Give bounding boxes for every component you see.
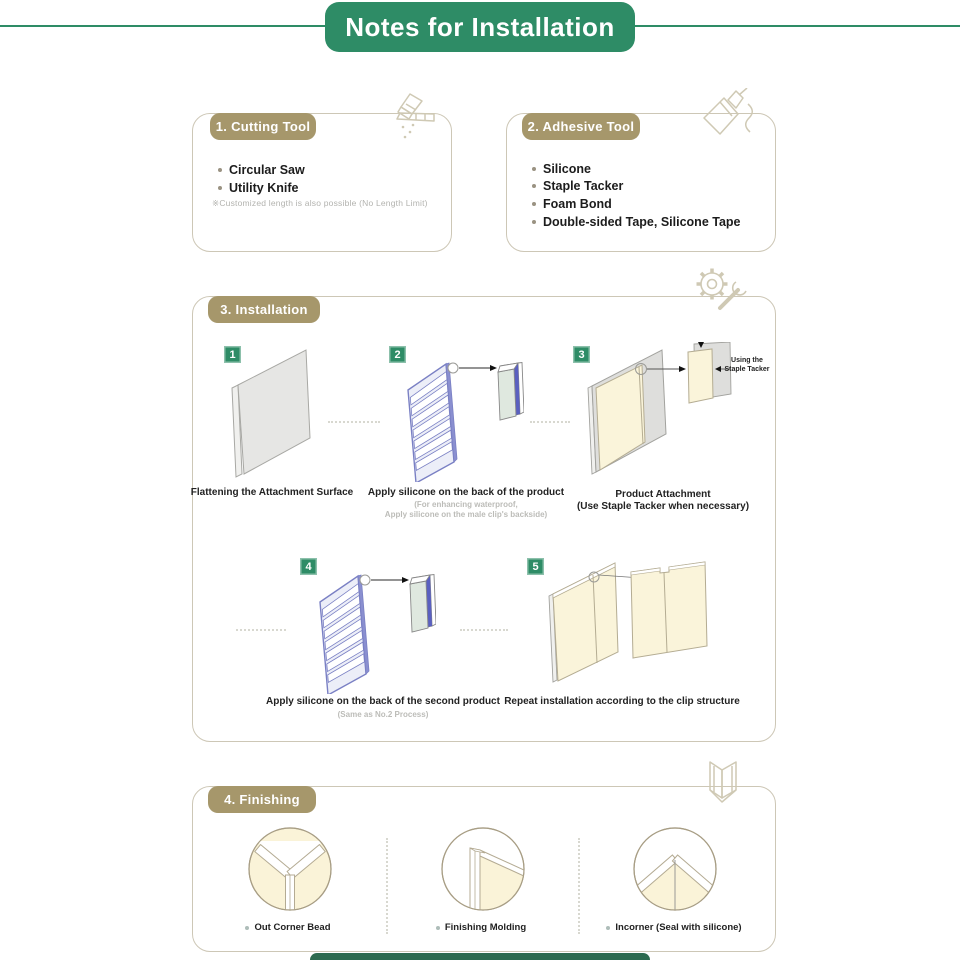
step-1-badge: 1	[224, 346, 241, 363]
step-4-subcaption: (Same as No.2 Process)	[337, 710, 429, 719]
adhesive-item-3	[532, 214, 741, 230]
step-1-panel-illustration	[230, 344, 315, 479]
adhesive-item-0-text: Silicone	[543, 162, 591, 176]
finishing-caption-1	[401, 922, 561, 933]
utility-knife-icon	[376, 92, 440, 144]
cutting-tool-label	[210, 113, 316, 140]
cutting-item-1-text: Utility Knife	[229, 181, 299, 195]
step-3-annotation-line2: Staple Tacker	[724, 365, 770, 373]
installation-label-text: 3. Installation	[220, 302, 308, 317]
incorner-illustration	[632, 826, 718, 912]
finishing-caption-1-text: Finishing Molding	[444, 922, 527, 933]
step-3-caption-line1: Product Attachment	[615, 489, 711, 500]
step-separator	[236, 629, 286, 631]
bullet-dot	[436, 926, 440, 930]
finishing-label	[208, 786, 316, 813]
step-4-silicone-illustration	[308, 562, 436, 694]
bullet-dot	[532, 220, 536, 224]
finishing-separator	[386, 838, 388, 934]
corner-molding-icon	[700, 758, 756, 810]
gear-wrench-icon	[690, 262, 754, 320]
step-4-badge: 4	[300, 558, 317, 575]
bullet-dot	[532, 202, 536, 206]
cutting-note: ※Customized length is also possible (No Length Limit)	[212, 198, 428, 208]
bullet-dot	[245, 926, 249, 930]
step-separator	[530, 421, 570, 423]
step-5-clip-illustration	[545, 558, 713, 693]
step-separator	[460, 629, 508, 631]
finishing-caption-2	[584, 922, 764, 933]
adhesive-item-1	[532, 178, 623, 194]
adhesive-item-0	[532, 161, 591, 177]
finishing-molding-illustration	[440, 826, 526, 912]
step-2-silicone-illustration	[396, 350, 524, 482]
adhesive-item-2	[532, 196, 612, 212]
adhesive-item-3-text: Double-sided Tape, Silicone Tape	[543, 215, 741, 229]
step-2-subcaption-2: Apply silicone on the male clip's backside)	[384, 510, 548, 519]
step-3-caption-line2: (Use Staple Tacker when necessary)	[576, 500, 750, 512]
step-1-caption: Flattening the Attachment Surface	[190, 487, 354, 498]
next-section-banner-edge	[310, 953, 650, 960]
installation-label	[208, 296, 320, 323]
step-4-caption: Apply silicone on the back of the second product	[266, 696, 500, 707]
adhesive-tool-label-text: 2. Adhesive Tool	[527, 119, 635, 134]
step-3-annotation-line1: Using the	[731, 357, 763, 364]
finishing-separator	[578, 838, 580, 934]
step-separator	[328, 421, 380, 423]
step-2-badge: 2	[389, 346, 406, 363]
step-3-attachment-illustration	[582, 342, 732, 482]
adhesive-item-1-text: Staple Tacker	[543, 179, 624, 193]
page-title: Notes for Installation	[345, 11, 615, 42]
finishing-caption-0-text: Out Corner Bead	[254, 922, 331, 933]
bullet-dot	[606, 926, 610, 930]
bullet-dot	[532, 167, 536, 171]
cutting-item-1	[218, 180, 298, 196]
adhesive-item-2-text: Foam Bond	[543, 197, 612, 211]
cutting-item-0	[218, 162, 305, 178]
cutting-tool-label-text: 1. Cutting Tool	[215, 119, 311, 134]
finishing-caption-0	[208, 922, 368, 933]
bullet-dot	[218, 186, 222, 190]
step-2-subcaption-1: (For enhancing waterproof,	[414, 500, 518, 509]
page-title-banner	[325, 2, 635, 52]
glue-tube-icon	[698, 88, 760, 148]
step-2-caption: Apply silicone on the back of the product	[367, 487, 565, 498]
bullet-dot	[532, 184, 536, 188]
finishing-caption-2-text: Incorner (Seal with silicone)	[615, 922, 742, 933]
step-5-caption: Repeat installation according to the clip structure	[504, 696, 740, 707]
adhesive-tool-label	[522, 113, 640, 140]
cutting-item-0-text: Circular Saw	[229, 163, 305, 177]
step-3-badge: 3	[573, 346, 590, 363]
finishing-label-text: 4. Finishing	[224, 792, 300, 807]
step-5-badge: 5	[527, 558, 544, 575]
step-3-annotation	[722, 357, 772, 374]
bullet-dot	[218, 168, 222, 172]
out-corner-bead-illustration	[247, 826, 333, 912]
step-3-caption	[553, 489, 773, 512]
